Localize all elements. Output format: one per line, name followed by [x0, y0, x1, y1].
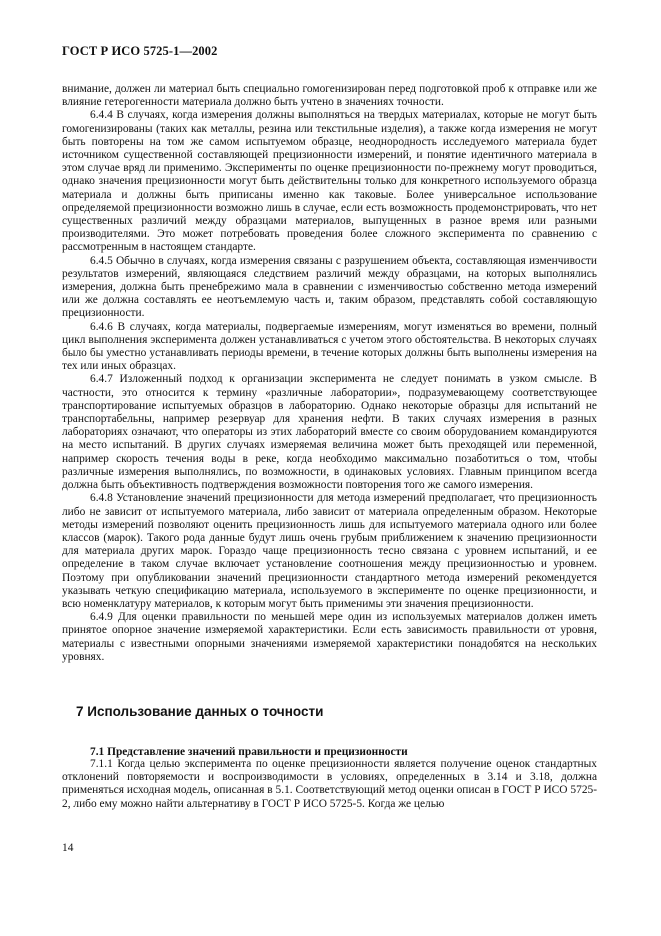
paragraph-continuation: внимание, должен ли материал быть специально гомогенизирован перед подготовкой проб к отправке или же влияние гетерогенности материала должно быть учтено в значениях точности. [62, 83, 597, 109]
paragraph-6-4-6: 6.4.6 В случаях, когда материалы, подвергаемые измерениям, могут изменяться во времени, полный цикл выполнения эксперимента должен устанавливаться с учетом этого обстоятельства. В некоторых случаях было бы уместно устанавливать периоды времени, в течение которых должны быть выполнены измерения на тех или иных образцах. [62, 320, 597, 373]
paragraph-7-1-1: 7.1.1 Когда целью эксперимента по оценке прецизионности является получение оценок стандартных отклонений повторяемости и воспроизводимости в условиях, определенных в 3.14 и 3.18, должна применяться исходная модель, описанная в 5.1. Соответствующий метод оценки описан в ГОСТ Р ИСО 5725-2, либо ему можно найти альтернативу в ГОСТ Р ИСО 5725-5. Когда же целью [62, 757, 597, 810]
paragraph-6-4-7: 6.4.7 Изложенный подход к организации эксперимента не следует понимать в узком смысле. В частности, это относится к термину «различные лаборатории», подразумевающему соответствующее транспортирование испытуемых образцов в лабораторию. Однако некоторые образцы для испытаний не транспортабельны, например резервуар для хранения нефти. В таких случаях измерения в разных лабораториях означают, что операторы из этих лабораторий вместе со своим оборудованием командируются на место испытаний. В других случаях измеряемая величина может быть преходящей или переменной, например скорость течения воды в реке, когда необходимо максимально позаботиться о том, чтобы различные измерения выполнялись, по возможности, в одинаковых условиях. Главным принципом всегда должна быть объективность подтверждения возможности повторения того же самого измерения. [62, 373, 597, 492]
paragraph-6-4-4: 6.4.4 В случаях, когда измерения должны выполняться на твердых материалах, которые не могут быть гомогенизированы (таких как металлы, резина или текстильные изделия), а также когда измерения не могут быть повторены на том же самом испытуемом образце, неоднородность исследуемого материала будет источником существенной составляющей прецизионности измерений, и понятие идентичного материала в этом случае вряд ли применимо. Эксперименты по оценке прецизионности по-прежнему могут проводиться, однако значения прецизионности могут быть действительны только для конкретного используемого образца материала и должны быть приписаны именно как таковые. Более универсальное использование определяемой прецизионности возможно лишь в случае, если есть возможность продемонстрировать, что нет существенных различий между образцами материалов, выпущенных в разное время или разными производителями. Это может потребовать проведения более сложного эксперимента по сравнению с рассмотренным в настоящем стандарте. [62, 109, 597, 254]
paragraph-6-4-8: 6.4.8 Установление значений прецизионности для метода измерений предполагает, что прецизионность либо не зависит от испытуемого материала, либо зависит от материала определенным образом. Некоторые методы измерений позволяют оценить прецизионность лишь для испытуемого материала одного или более классов (марок). Такого рода данные будут лишь очень грубым приближением к значению прецизионности для материала других марок. Гораздо чаще прецизионность тесно связана с уровнем испытаний, и ее определение в таком случае включает установление соотношения между прецизионностью и уровнем. Поэтому при опубликовании значений прецизионности стандартного метода измерений рекомендуется указывать четкую спецификацию материала, используемого в эксперименте по оценке прецизионности, и всю номенклатуру материалов, к которым могут быть применимы эти значения прецизионности. [62, 492, 597, 610]
paragraph-6-4-9: 6.4.9 Для оценки правильности по меньшей мере один из используемых материалов должен иметь принятое опорное значение измеряемой характеристики. Если есть зависимость правильности от уровня, материалы с известными опорными значениями измеряемой характеристики понадобятся на нескольких уровнях. [62, 611, 597, 663]
section-title: 7 Использование данных о точности [76, 703, 324, 719]
document-header: ГОСТ Р ИСО 5725-1—2002 [62, 44, 218, 58]
paragraph-6-4-5: 6.4.5 Обычно в случаях, когда измерения связаны с разрушением объекта, составляющая изменчивости результатов измерений, являющаяся следствием различий между образцами, на которых выполнялись измерения, должна быть пренебрежимо мала в сравнении с изменчивостью собственно метода измерений или же должна составлять ее неотъемлемую часть и, таким образом, представлять собой составляющую прецизионности. [62, 254, 597, 320]
body-text [62, 83, 597, 811]
subsection-title: 7.1 Представление значений правильности и прецизионности [90, 745, 408, 758]
page-number: 14 [62, 842, 74, 854]
